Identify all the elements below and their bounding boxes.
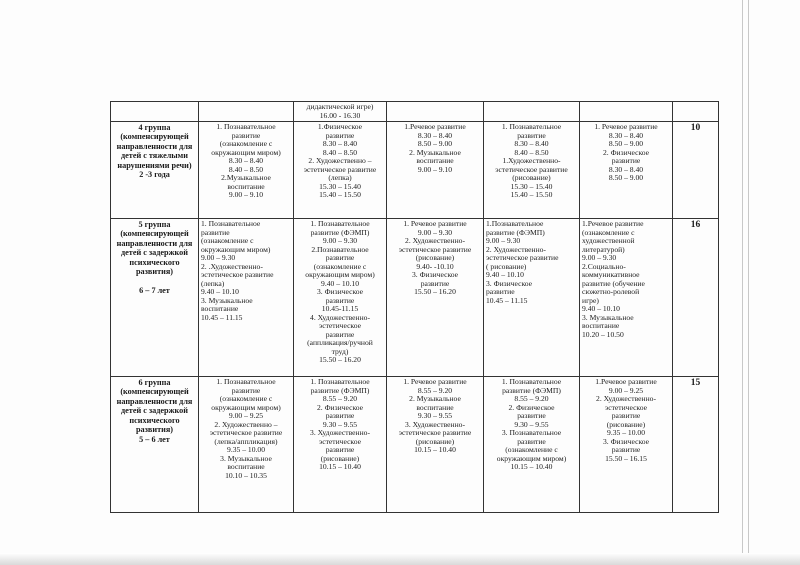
page-edge-line: [742, 0, 743, 565]
page-edge-line: [748, 0, 749, 565]
schedule-cell-friday: [580, 102, 673, 122]
count-cell: [673, 102, 719, 122]
group-cell: 4 группа (компенсирующей направленности для детей с тяжелыми нарушениями речи) 2 -3 года: [111, 122, 199, 219]
schedule-cell-friday: 1. Речевое развитие 8.30 – 8.40 8.50 – 9.00 2. Физическое развитие 8.30 – 8.40 8.50 – 9.00: [580, 122, 673, 219]
schedule-cell-tuesday: 1. Познавательное развитие (ФЭМП) 9.00 – 9.30 2.Познавательное развитие (ознакомление с окружающим миром) 9.40 – 10.10 3. Физическое развитие 10.45-11.15 4. Художественно- эстетическое развитие (аппликация/ручной труд) 15.50 – 16.20: [294, 219, 387, 377]
table-row: [111, 122, 719, 219]
count-cell: 16: [673, 219, 719, 377]
schedule-cell-wednesday: [387, 102, 484, 122]
schedule-cell-monday: 1. Познавательное развитие (ознакомление с окружающим миром) 8.30 – 8.40 8.40 – 8.50 2.Музыкальное воспитание 9.00 – 9.10: [199, 122, 294, 219]
schedule-cell-wednesday: 1. Речевое развитие 9.00 – 9.30 2. Художественно- эстетическое развитие (рисование) 9.40- -10.10 3. Физическое развитие 15.50 – 16.20: [387, 219, 484, 377]
schedule-cell-monday: 1. Познавательное развитие (ознакомление с окружающим миром) 9.00 – 9.25 2. Художественно – эстетическое развитие (лепка/аппликация) 9.35 – 10.00 3. Музыкальное воспитание 10.10 – 10.35: [199, 377, 294, 513]
schedule-table: [110, 101, 719, 513]
schedule-cell-wednesday: 1. Речевое развитие 8.55 – 9.20 2. Музыкальное воспитание 9.30 – 9.55 3. Художественно- эстетическое развитие (рисование) 10.15 – 10.40: [387, 377, 484, 513]
schedule-cell-friday: 1.Речевое развитие (ознакомление с художественной литературой) 9.00 – 9.30 2.Социально- коммуникативное развитие (обучение сюжетно-ролевой игре) 9.40 – 10.10 3. Музыкальное воспитание 10.20 – 10.50: [580, 219, 673, 377]
schedule-cell-thursday: 1. Познавательное развитие 8.30 – 8.40 8.40 – 8.50 1.Художественно- эстетическое развитие (рисование) 15.30 – 15.40 15.40 – 15.50: [484, 122, 580, 219]
schedule-cell-tuesday: 1. Познавательное развитие (ФЭМП) 8.55 – 9.20 2. Физическое развитие 9.30 – 9.55 3. Художественно- эстетическое развитие (рисование) 10.15 – 10.40: [294, 377, 387, 513]
schedule-cell-thursday: [484, 102, 580, 122]
group-cell: 6 группа (компенсирующей направленности для детей с задержкой психического развития) 5 – 6 лет: [111, 377, 199, 513]
schedule-cell-thursday: 1. Познавательное развитие (ФЭМП) 8.55 – 9.20 2. Физическое развитие 9.30 – 9.55 3. Познавательное развитие (ознакомление с окружающим миром) 10.15 – 10.40: [484, 377, 580, 513]
schedule-cell-friday: 1.Речевое развитие 9.00 – 9.25 2. Художественно- эстетическое развитие (рисование) 9.35 – 10.00 3. Физическое развитие 15.50 – 16.15: [580, 377, 673, 513]
table-row: [111, 102, 719, 122]
schedule-cell-tuesday: дидактической игре) 16.00 - 16.30: [294, 102, 387, 122]
table-row: [111, 219, 719, 377]
schedule-cell-thursday: 1.Познавательное развитие (ФЭМП) 9.00 – 9.30 2. Художественно- эстетическое развитие ( рисование) 9.40 – 10.10 3. Физическое развитие 10.45 – 11.15: [484, 219, 580, 377]
schedule-cell-monday: 1. Познавательное развитие (ознакомление с окружающим миром) 9.00 – 9.30 2. .Художественно- эстетическое развитие (лепка) 9.40 – 10.10 3. Музыкальное воспитание 10.45 – 11.15: [199, 219, 294, 377]
count-cell: 10: [673, 122, 719, 219]
group-cell: 5 группа (компенсирующей направленности для детей с задержкой психического развития) 6 – 7 лет: [111, 219, 199, 377]
page-bottom-shadow: [0, 553, 800, 565]
count-cell: 15: [673, 377, 719, 513]
schedule-cell-monday: [199, 102, 294, 122]
schedule-cell-tuesday: 1.Физическое развитие 8.30 – 8.40 8.40 – 8.50 2. Художественно – эстетическое развитие (лепка) 15.30 – 15.40 15.40 – 15.50: [294, 122, 387, 219]
schedule-cell-wednesday: 1.Речевое развитие 8.30 – 8.40 8.50 – 9.00 2. Музыкальное воспитание 9.00 – 9.10: [387, 122, 484, 219]
group-cell: [111, 102, 199, 122]
table-row: [111, 377, 719, 513]
